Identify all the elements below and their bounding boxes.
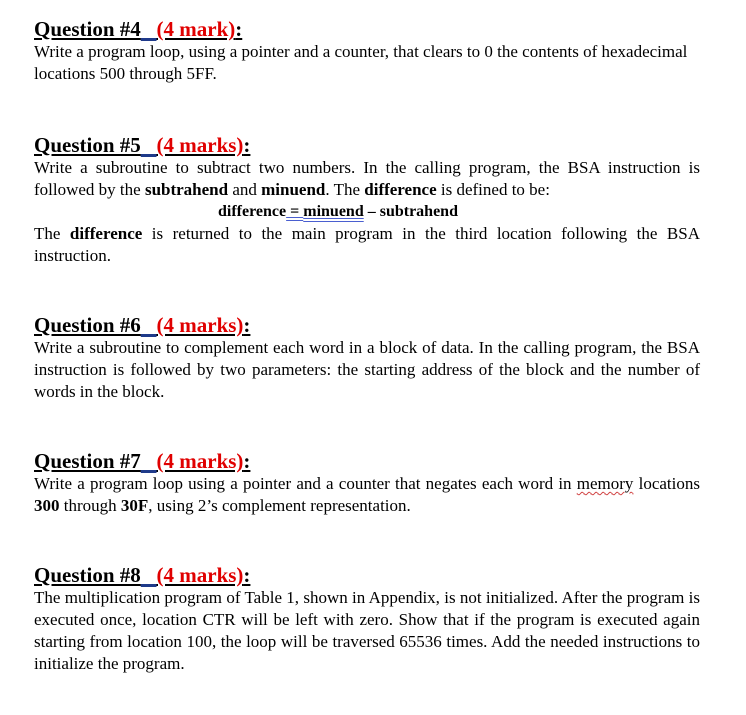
question-5	[34, 133, 700, 267]
question-6	[34, 313, 700, 403]
question-7	[34, 449, 700, 517]
question-5-text-and: and	[228, 180, 262, 199]
question-5-text-4: The	[34, 224, 70, 243]
difference-formula	[34, 201, 700, 223]
question-8-title: Question #8	[34, 563, 141, 587]
question-4-marks: (4 mark)	[156, 17, 236, 41]
question-4-heading: Question #4 (4 mark):	[34, 17, 243, 41]
formula-equals: =	[286, 203, 304, 220]
formula-minuend: minuend	[303, 203, 364, 220]
question-5-heading: Question #5 (4 marks):	[34, 133, 251, 157]
question-4-body: Write a program loop, using a pointer and a counter, that clears to 0 the contents of hexadecimal locations 500 through 5FF.	[34, 42, 688, 83]
question-7-title: Question #7	[34, 449, 141, 473]
question-7-body	[34, 473, 700, 517]
location-end: 30F	[120, 496, 149, 515]
term-minuend: minuend	[261, 180, 326, 199]
question-7-text-2: locations	[633, 474, 700, 493]
formula-rhs: subtrahend	[379, 203, 458, 220]
question-8	[34, 563, 700, 675]
formula-lhs: difference	[218, 203, 287, 220]
question-6-marks: (4 marks)	[156, 313, 244, 337]
question-8-heading: Question #8 (4 marks):	[34, 563, 251, 587]
question-5-text-1: Write a subroutine to subtract two numbers. In the calling program, the BSA instruction is followed by the	[34, 158, 700, 199]
question-6-title: Question #6	[34, 313, 141, 337]
question-7-text-1: Write a program loop using a pointer and a counter that negates each word in	[34, 474, 577, 493]
question-7-text-4: , using 2’s complement representation.	[148, 496, 411, 515]
question-8-marks: (4 marks)	[156, 563, 244, 587]
question-6-body: Write a subroutine to complement each word in a block of data. In the calling program, the BSA instruction is followed by two parameters: the starting address of the block and the number of words in the block.	[34, 338, 700, 401]
question-5-text-2: . The	[325, 180, 365, 199]
question-6-heading: Question #6 (4 marks):	[34, 313, 251, 337]
question-8-body: The multiplication program of Table 1, shown in Appendix, is not initialized. After the program is executed once, location CTR will be left with zero. Show that if the program is executed again starting from location 100, the loop will be traversed 65536 times. Add the needed instructions to initialize the program.	[34, 588, 700, 673]
spellcheck-memory: memory	[576, 474, 634, 493]
question-5-text-5: is returned to the main program in the third location following the BSA instruction.	[34, 224, 700, 265]
question-7-text-3: through	[59, 496, 121, 515]
question-5-body	[34, 157, 700, 201]
term-difference: difference	[364, 180, 437, 199]
question-7-marks: (4 marks)	[156, 449, 244, 473]
question-5-title: Question #5	[34, 133, 141, 157]
term-subtrahend: subtrahend	[144, 180, 229, 199]
location-start: 300	[34, 496, 60, 515]
question-4	[34, 17, 700, 85]
question-5-marks: (4 marks)	[156, 133, 244, 157]
term-difference-2: difference	[69, 224, 143, 243]
question-5-text-3: is defined to be:	[436, 180, 550, 199]
question-7-heading: Question #7 (4 marks):	[34, 449, 251, 473]
question-5-body-2	[34, 223, 700, 267]
formula-operator: –	[363, 203, 380, 220]
question-4-title: Question #4	[34, 17, 141, 41]
